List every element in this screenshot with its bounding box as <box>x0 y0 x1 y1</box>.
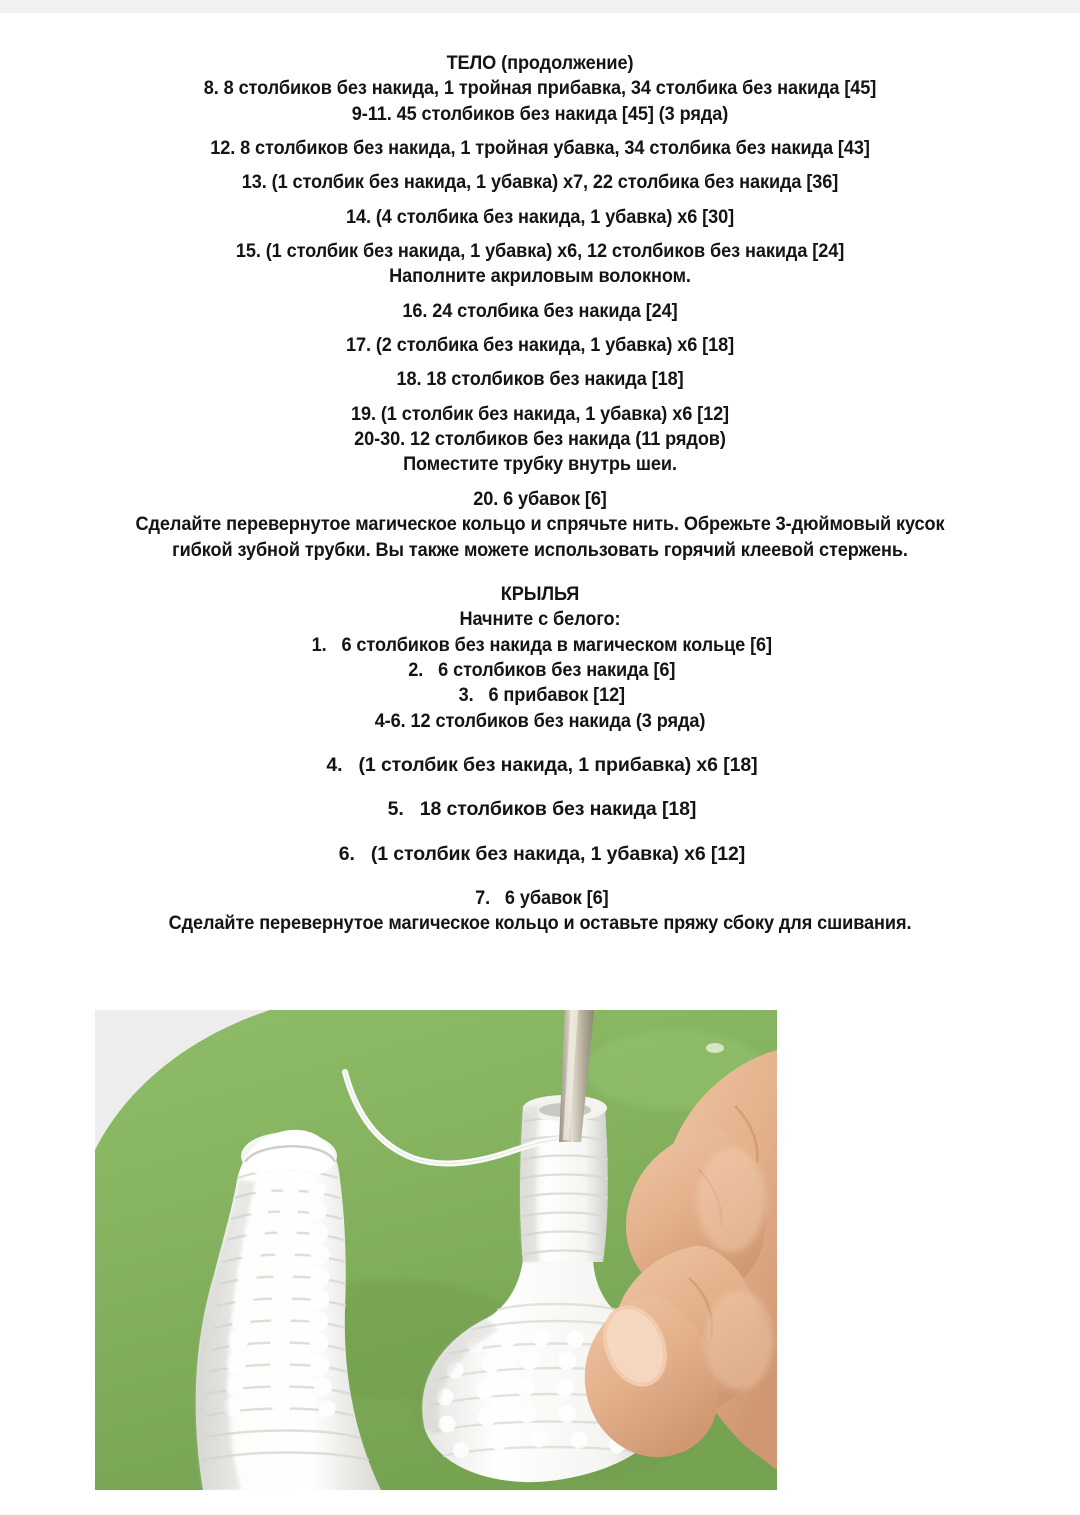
wings-row-1 <box>94 633 987 658</box>
tutorial-photo-image <box>95 1010 777 1490</box>
wings-row-6-text: (1 столбик без накида, 1 убавка) х6 [12] <box>370 842 746 865</box>
wings-start-color-note: Начните с белого: <box>459 608 621 631</box>
body-row-15: 15. (1 столбик без накида, 1 убавка) х6, 12 столбиков без накида [24] <box>235 240 845 263</box>
wings-closing-note: Сделайте перевернутое магическое кольцо и оставьте пряжу сбоку для сшивания. <box>168 912 912 935</box>
spacer <box>60 358 1020 367</box>
spacer <box>60 230 1020 239</box>
body-row-16: 16. 24 столбика без накида [24] <box>402 299 678 322</box>
spacer <box>60 127 1020 136</box>
body-row-8: 8. 8 столбиков без накида, 1 тройная прибавка, 34 столбика без накида [45] <box>203 77 877 100</box>
spacer <box>60 867 1020 886</box>
wings-row-1-number: 1. <box>311 633 327 656</box>
wings-row-7-number: 7. <box>475 886 491 909</box>
spacer <box>60 393 1020 402</box>
wings-row-5-text: 18 столбиков без накида [18] <box>419 798 697 821</box>
body-row-18: 18. 18 столбиков без накида [18] <box>396 368 684 391</box>
spacer <box>60 478 1020 487</box>
wings-row-5-number: 5. <box>387 798 404 821</box>
body-tube-note: Поместите трубку внутрь шеи. <box>403 453 677 476</box>
body-row-20: 20. 6 убавок [6] <box>473 487 607 510</box>
wings-row-7-text: 6 убавок [6] <box>504 886 609 909</box>
body-row-20-30: 20-30. 12 столбиков без накида (11 рядов) <box>354 428 726 451</box>
body-row-14: 14. (4 столбика без накида, 1 убавка) х6 [30] <box>345 205 735 228</box>
body-closing-note-line-2: гибкой зубной трубки. Вы также можете использовать горячий клеевой стержень. <box>172 538 908 561</box>
wings-row-6 <box>60 842 1020 867</box>
body-fill-note: Наполните акриловым волокном. <box>389 265 691 288</box>
spacer <box>60 196 1020 205</box>
wings-row-3-number: 3. <box>458 684 474 707</box>
wings-row-3 <box>94 683 987 708</box>
document-page <box>0 13 1080 937</box>
wings-row-2 <box>94 658 987 683</box>
document-body <box>0 13 1080 937</box>
wings-row-5 <box>60 797 1020 822</box>
wings-row-4-number: 4. <box>326 753 343 776</box>
body-row-17: 17. (2 столбика без накида, 1 убавка) х6 [18] <box>345 334 735 357</box>
spacer <box>60 734 1020 753</box>
body-row-13: 13. (1 столбик без накида, 1 убавка) х7, 22 столбика без накида [36] <box>241 171 839 194</box>
spacer <box>60 161 1020 170</box>
wings-section-heading: КРЫЛЬЯ <box>500 582 580 605</box>
wings-row-3-text: 6 прибавок [12] <box>488 684 626 707</box>
wings-row-7 <box>94 886 987 911</box>
wings-row-6-number: 6. <box>338 842 355 865</box>
body-row-9-11: 9-11. 45 столбиков без накида [45] (3 ряда) <box>351 102 729 125</box>
body-section-heading: ТЕЛО (продолжение) <box>446 52 634 74</box>
spacer <box>60 290 1020 299</box>
body-closing-note-line-1: Сделайте перевернутое магическое кольцо и спрячьте нить. Обрежьте 3-дюймовый кусок <box>135 513 945 536</box>
wings-row-2-text: 6 столбиков без накида [6] <box>438 658 676 681</box>
body-row-12: 12. 8 столбиков без накида, 1 тройная убавка, 34 столбика без накида [43] <box>210 137 870 160</box>
spacer <box>60 778 1020 797</box>
wings-row-4-text: (1 столбик без накида, 1 прибавка) х6 [18] <box>358 753 758 776</box>
body-row-19: 19. (1 столбик без накида, 1 убавка) х6 [12] <box>350 402 730 425</box>
spacer <box>60 324 1020 333</box>
spacer <box>60 823 1020 842</box>
wings-row-2-number: 2. <box>408 658 424 681</box>
wings-row-1-text: 6 столбиков без накида в магическом кольце [6] <box>341 633 772 656</box>
wings-row-4-6: 4-6. 12 столбиков без накида (3 ряда) <box>374 709 706 732</box>
spacer <box>60 563 1020 582</box>
wings-row-4 <box>60 753 1020 778</box>
top-gray-band <box>0 0 1080 13</box>
tutorial-photo <box>95 1010 777 1490</box>
